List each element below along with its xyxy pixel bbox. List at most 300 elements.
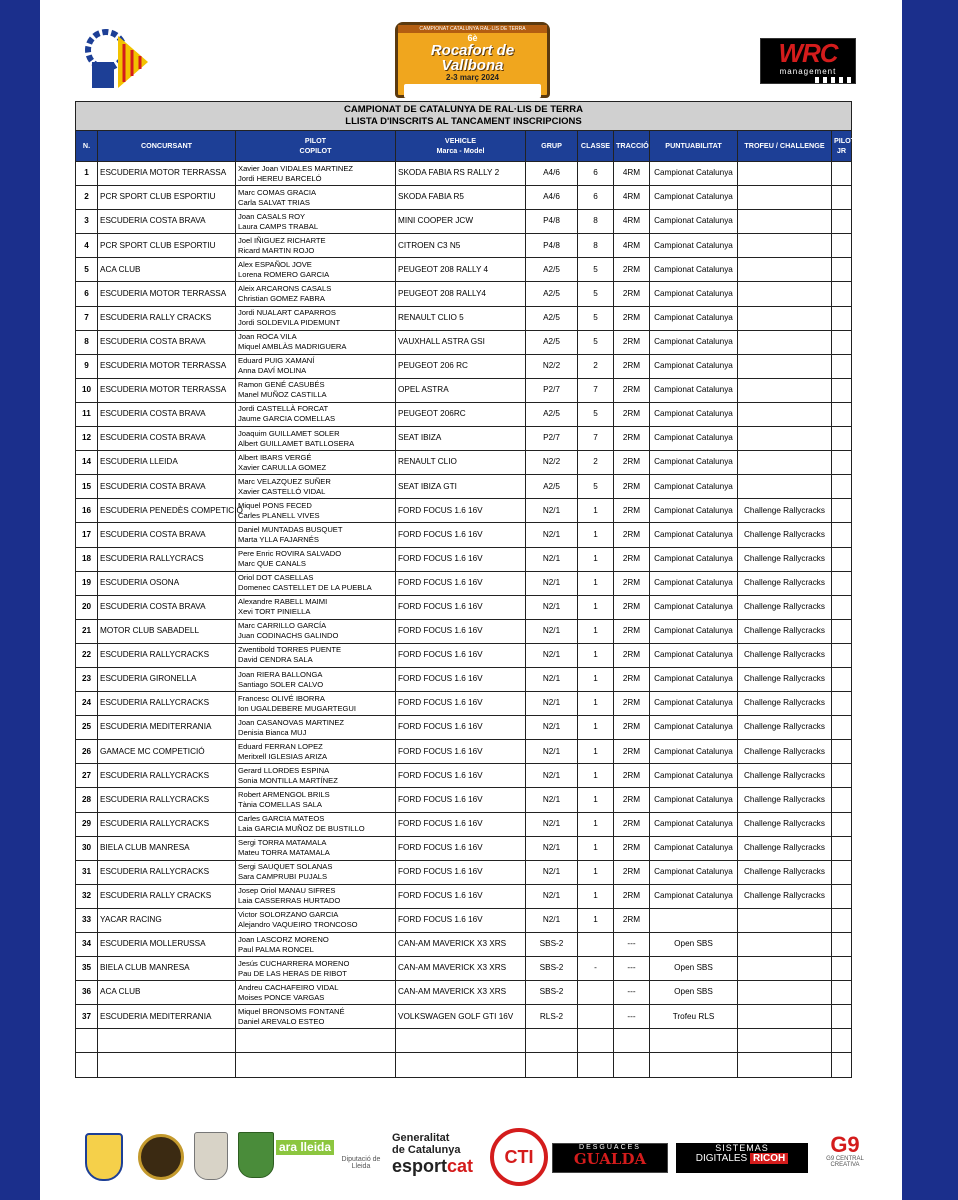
junior-cell <box>832 1005 852 1029</box>
drive-cell: 2RM <box>614 595 650 619</box>
tower-shield-logo <box>194 1132 228 1180</box>
group-cell: P2/7 <box>526 427 578 451</box>
vehicle-cell: RENAULT CLIO 5 <box>396 306 526 330</box>
pilot-name: Andreu CACHAFEIRO VIDAL <box>238 982 339 992</box>
entrant-cell: GAMACE MC COMPETICIÓ <box>98 740 236 764</box>
junior-cell <box>832 788 852 812</box>
pilot-name: Joan LASCORZ MORENO <box>238 934 329 944</box>
trophy-cell <box>738 186 832 210</box>
table-row <box>76 234 852 258</box>
class-cell: 2 <box>578 451 614 475</box>
crew-cell <box>236 354 396 378</box>
junior-cell <box>832 378 852 402</box>
points-cell: Campionat Catalunya <box>650 667 738 691</box>
ricoh-digitales: DIGITALES <box>695 1153 748 1164</box>
trophy-cell: Challenge Rallycracks <box>738 764 832 788</box>
pilot-name: Joaquim GUILLAMET SOLER <box>238 428 340 438</box>
trophy-cell: Challenge Rallycracks <box>738 643 832 667</box>
copilot-name: David CENDRA SALA <box>238 655 313 665</box>
entrant-cell: ESCUDERIA RALLYCRACKS <box>98 764 236 788</box>
entrant-cell: ESCUDERIA COSTA BRAVA <box>98 475 236 499</box>
pilot-name: Alex ESPAÑOL JOVE <box>238 259 312 269</box>
class-cell: 1 <box>578 692 614 716</box>
copilot-name: Jordi SOLDEVILA PIDEMUNT <box>238 318 341 328</box>
pilot-name: Sergi SAUQUET SOLANAS <box>238 862 333 872</box>
header-pilot: PILOT <box>304 136 327 145</box>
pilot-name: Joan ROCA VILA <box>238 332 297 342</box>
table-row <box>76 957 852 981</box>
points-cell: Campionat Catalunya <box>650 595 738 619</box>
drive-cell: 2RM <box>614 643 650 667</box>
copilot-name: Marta YLLA FAJARNÉS <box>238 534 319 544</box>
vehicle-cell: SKODA FABIA RS RALLY 2 <box>396 162 526 186</box>
table-row <box>76 595 852 619</box>
diputacio-text: Diputació de Lleida <box>341 1156 381 1170</box>
copilot-name: Albert GUILLAMET BATLLOSERA <box>238 438 355 448</box>
entry-number: 35 <box>76 957 98 981</box>
table-row <box>76 162 852 186</box>
points-cell: Campionat Catalunya <box>650 378 738 402</box>
crew-cell <box>236 402 396 426</box>
group-cell: N2/1 <box>526 884 578 908</box>
rally-name: Rocafort de Vallbona <box>430 42 515 74</box>
header-vehicle-label: VEHICLE <box>444 136 477 145</box>
class-cell: - <box>578 957 614 981</box>
junior-cell <box>832 836 852 860</box>
points-cell: Campionat Catalunya <box>650 210 738 234</box>
group-cell: N2/1 <box>526 692 578 716</box>
junior-cell <box>832 234 852 258</box>
ricoh-brand: RICOH <box>750 1153 788 1164</box>
vehicle-cell: VOLKSWAGEN GOLF GTI 16V <box>396 1005 526 1029</box>
entry-number <box>76 1029 98 1053</box>
header-concursant: CONCURSANT <box>98 131 236 162</box>
crew-cell <box>236 475 396 499</box>
class-cell: 1 <box>578 812 614 836</box>
drive-cell: 4RM <box>614 162 650 186</box>
g9-sub-text: G9 CENTRAL CREATIVA <box>826 1156 864 1168</box>
entrant-cell: ESCUDERIA COSTA BRAVA <box>98 523 236 547</box>
drive-cell: 2RM <box>614 788 650 812</box>
points-cell: Open SBS <box>650 933 738 957</box>
vehicle-cell: SEAT IBIZA <box>396 427 526 451</box>
trophy-cell <box>738 1029 832 1053</box>
crew-cell <box>236 1005 396 1029</box>
vehicle-cell: PEUGEOT 206RC <box>396 402 526 426</box>
drive-cell: 2RM <box>614 451 650 475</box>
junior-cell <box>832 499 852 523</box>
table-row <box>76 836 852 860</box>
crew-cell <box>236 499 396 523</box>
copilot-name: Denisia Bianca MUJ <box>238 727 307 737</box>
entry-number: 33 <box>76 908 98 932</box>
class-cell: 1 <box>578 595 614 619</box>
pilot-name: Carles GARCIA MATEOS <box>238 814 325 824</box>
crew-cell <box>236 884 396 908</box>
town-shield-logo <box>85 1133 123 1181</box>
crew-cell <box>236 186 396 210</box>
class-cell: 1 <box>578 571 614 595</box>
group-cell: A2/5 <box>526 258 578 282</box>
crew-cell <box>236 1029 396 1053</box>
copilot-name: Alejandro VAQUEIRO TRONCOSO <box>238 920 358 930</box>
table-row <box>76 330 852 354</box>
club-coin-logo <box>138 1134 184 1180</box>
points-cell: Campionat Catalunya <box>650 306 738 330</box>
entrant-cell: ESCUDERIA MOLLERUSSA <box>98 933 236 957</box>
points-cell: Campionat Catalunya <box>650 812 738 836</box>
junior-cell <box>832 667 852 691</box>
entrant-cell: ESCUDERIA MEDITERRANIA <box>98 1005 236 1029</box>
group-cell: N2/1 <box>526 643 578 667</box>
table-row <box>76 716 852 740</box>
entrant-cell: ESCUDERIA OSONA <box>98 571 236 595</box>
crew-cell <box>236 427 396 451</box>
table-row <box>76 210 852 234</box>
points-cell: Campionat Catalunya <box>650 619 738 643</box>
points-cell: Campionat Catalunya <box>650 186 738 210</box>
entrant-cell: ESCUDERIA PENEDÈS COMPETICIÓ <box>98 499 236 523</box>
drive-cell: 4RM <box>614 210 650 234</box>
crew-cell <box>236 716 396 740</box>
pilot-name: Jordi CASTELLÀ FORCAT <box>238 404 329 414</box>
table-title-line1: CAMPIONAT DE CATALUNYA DE RAL·LIS DE TERRA <box>344 104 583 115</box>
group-cell <box>526 1053 578 1077</box>
vehicle-cell: FORD FOCUS 1.6 16V <box>396 692 526 716</box>
copilot-name: Daniel AREVALO ESTEO <box>238 1016 325 1026</box>
junior-cell <box>832 740 852 764</box>
ara-lleida-text: ara lleida <box>276 1140 334 1155</box>
points-cell: Campionat Catalunya <box>650 884 738 908</box>
drive-cell: 2RM <box>614 692 650 716</box>
crew-cell <box>236 740 396 764</box>
trophy-cell <box>738 162 832 186</box>
points-cell: Campionat Catalunya <box>650 354 738 378</box>
copilot-name: Manel MUÑOZ CASTILLA <box>238 390 327 400</box>
crew-cell <box>236 595 396 619</box>
junior-cell <box>832 981 852 1005</box>
entry-number: 14 <box>76 451 98 475</box>
entry-number: 5 <box>76 258 98 282</box>
table-row <box>76 282 852 306</box>
points-cell: Campionat Catalunya <box>650 764 738 788</box>
drive-cell: 2RM <box>614 499 650 523</box>
copilot-name: Domenec CASTELLET DE LA PUEBLA <box>238 583 372 593</box>
class-cell: 8 <box>578 210 614 234</box>
group-cell: N2/1 <box>526 619 578 643</box>
junior-cell <box>832 162 852 186</box>
entry-number: 30 <box>76 836 98 860</box>
generalitat-line1: Generalitat <box>392 1132 450 1144</box>
junior-cell <box>832 692 852 716</box>
junior-cell <box>832 571 852 595</box>
copilot-name: Paul PALMA RONCEL <box>238 944 314 954</box>
class-cell: 7 <box>578 427 614 451</box>
drive-cell: 2RM <box>614 667 650 691</box>
group-cell: N2/1 <box>526 788 578 812</box>
drive-cell: 2RM <box>614 812 650 836</box>
entrant-cell: ACA CLUB <box>98 258 236 282</box>
copilot-name: Miquel AMBLÀS MADRIGUERA <box>238 342 347 352</box>
drive-cell: 2RM <box>614 860 650 884</box>
points-cell: Campionat Catalunya <box>650 836 738 860</box>
table-row <box>76 378 852 402</box>
group-cell: SBS-2 <box>526 933 578 957</box>
pilot-name: Eduard PUIG XAMANÍ <box>238 356 315 366</box>
drive-cell: 2RM <box>614 884 650 908</box>
entry-number: 15 <box>76 475 98 499</box>
crew-cell <box>236 162 396 186</box>
entrant-cell: PCR SPORT CLUB ESPORTIU <box>98 234 236 258</box>
vehicle-cell: RENAULT CLIO <box>396 451 526 475</box>
crew-cell <box>236 860 396 884</box>
g9-text: G9 <box>830 1132 860 1157</box>
points-cell: Campionat Catalunya <box>650 451 738 475</box>
group-cell: N2/1 <box>526 716 578 740</box>
table-row <box>76 1005 852 1029</box>
crew-cell <box>236 788 396 812</box>
drive-cell: 2RM <box>614 330 650 354</box>
entry-number: 24 <box>76 692 98 716</box>
rally-edition: 6è <box>467 33 478 43</box>
header-traccio: TRACCIÓ <box>614 131 650 162</box>
drive-cell: 2RM <box>614 402 650 426</box>
drive-cell: 2RM <box>614 354 650 378</box>
group-cell: N2/1 <box>526 764 578 788</box>
wrc-logo-text: WRC <box>778 38 838 68</box>
class-cell: 2 <box>578 354 614 378</box>
pilot-name: Aleix ARCARONS CASALS <box>238 284 332 294</box>
vehicle-cell: FORD FOCUS 1.6 16V <box>396 499 526 523</box>
table-row <box>76 884 852 908</box>
entry-number: 21 <box>76 619 98 643</box>
entry-number: 11 <box>76 402 98 426</box>
copilot-name: Moises PONCE VARGAS <box>238 992 325 1002</box>
header-marca-model: Marca - Model <box>436 146 485 155</box>
junior-cell <box>832 884 852 908</box>
document-sheet <box>40 0 902 1200</box>
entry-number: 10 <box>76 378 98 402</box>
vehicle-cell: CAN-AM MAVERICK X3 XRS <box>396 957 526 981</box>
vehicle-cell: OPEL ASTRA <box>396 378 526 402</box>
table-row <box>76 402 852 426</box>
vehicle-cell: PEUGEOT 208 RALLY 4 <box>396 258 526 282</box>
copilot-name: Christian GOMEZ FABRA <box>238 294 325 304</box>
rally-championship: CAMPIONAT CATALUNYA RAL·LIS DE TERRA <box>398 25 547 33</box>
header-trofeu: TROFEU / CHALLENGE <box>738 131 832 162</box>
group-cell: A2/5 <box>526 402 578 426</box>
crew-cell <box>236 547 396 571</box>
group-cell: N2/1 <box>526 571 578 595</box>
vehicle-cell: FORD FOCUS 1.6 16V <box>396 836 526 860</box>
points-cell: Campionat Catalunya <box>650 643 738 667</box>
vehicle-cell: FORD FOCUS 1.6 16V <box>396 595 526 619</box>
drive-cell: 4RM <box>614 186 650 210</box>
junior-cell <box>832 957 852 981</box>
vehicle-cell: MINI COOPER JCW <box>396 210 526 234</box>
vehicle-cell: FORD FOCUS 1.6 16V <box>396 812 526 836</box>
crew-cell <box>236 836 396 860</box>
trophy-cell <box>738 1053 832 1077</box>
vehicle-cell: FORD FOCUS 1.6 16V <box>396 860 526 884</box>
copilot-name: Laia CASSERRAS HURTADO <box>238 896 341 906</box>
table-row <box>76 643 852 667</box>
points-cell: Open SBS <box>650 957 738 981</box>
points-cell: Campionat Catalunya <box>650 860 738 884</box>
entry-number: 34 <box>76 933 98 957</box>
table-row <box>76 258 852 282</box>
table-title-line2: LLISTA D'INSCRITS AL TANCAMENT INSCRIPCIONS <box>345 116 582 127</box>
esport-text: esport <box>392 1156 448 1176</box>
entrant-cell: ESCUDERIA RALLYCRACKS <box>98 812 236 836</box>
group-cell: N2/1 <box>526 667 578 691</box>
pilot-name: Ramon GENÉ CASUBÉS <box>238 380 325 390</box>
vehicle-cell: FORD FOCUS 1.6 16V <box>396 740 526 764</box>
pilot-name: Oriol DOT CASELLAS <box>238 573 314 583</box>
group-cell: A2/5 <box>526 282 578 306</box>
copilot-name: Xavier CASTELLÓ VIDAL <box>238 486 326 496</box>
junior-cell <box>832 595 852 619</box>
entry-number: 25 <box>76 716 98 740</box>
drive-cell: 2RM <box>614 427 650 451</box>
entrant-cell: ESCUDERIA COSTA BRAVA <box>98 210 236 234</box>
crew-cell <box>236 981 396 1005</box>
entry-number: 1 <box>76 162 98 186</box>
junior-cell <box>832 258 852 282</box>
entrant-cell: PCR SPORT CLUB ESPORTIU <box>98 186 236 210</box>
class-cell: 1 <box>578 716 614 740</box>
junior-cell <box>832 764 852 788</box>
header-pilot-jr-2: JR <box>836 146 847 155</box>
entry-number: 19 <box>76 571 98 595</box>
table-row <box>76 981 852 1005</box>
drive-cell <box>614 1053 650 1077</box>
crew-cell <box>236 451 396 475</box>
points-cell: Campionat Catalunya <box>650 427 738 451</box>
class-cell: 5 <box>578 282 614 306</box>
entry-number: 37 <box>76 1005 98 1029</box>
trophy-cell: Challenge Rallycracks <box>738 619 832 643</box>
header-pilot-copilot <box>236 131 396 162</box>
junior-cell <box>832 451 852 475</box>
group-cell: A2/5 <box>526 475 578 499</box>
junior-cell <box>832 330 852 354</box>
drive-cell: 2RM <box>614 547 650 571</box>
points-cell: Trofeu RLS <box>650 1005 738 1029</box>
junior-cell <box>832 427 852 451</box>
copilot-name: Santiago SOLER CALVO <box>238 679 324 689</box>
rally-sponsor-strip <box>404 84 541 98</box>
entry-number <box>76 1053 98 1077</box>
group-cell: SBS-2 <box>526 957 578 981</box>
drive-cell: 2RM <box>614 258 650 282</box>
vehicle-cell: FORD FOCUS 1.6 16V <box>396 716 526 740</box>
copilot-name: Sara CAMPRUBI PUJALS <box>238 872 328 882</box>
group-cell: N2/1 <box>526 860 578 884</box>
pilot-name: Marc COMAS GRACIA <box>238 187 317 197</box>
class-cell: 1 <box>578 619 614 643</box>
trophy-cell <box>738 475 832 499</box>
junior-cell <box>832 908 852 932</box>
class-cell: 1 <box>578 523 614 547</box>
drive-cell: 2RM <box>614 475 650 499</box>
group-cell: N2/1 <box>526 812 578 836</box>
pilot-name: Robert ARMENGOL BRILS <box>238 789 330 799</box>
class-cell: 6 <box>578 162 614 186</box>
class-cell: 1 <box>578 764 614 788</box>
junior-cell <box>832 619 852 643</box>
copilot-name: Jaume GARCIA COMELLAS <box>238 414 336 424</box>
entrant-cell: ESCUDERIA MOTOR TERRASSA <box>98 162 236 186</box>
class-cell <box>578 1005 614 1029</box>
trophy-cell <box>738 402 832 426</box>
drive-cell: --- <box>614 957 650 981</box>
entrant-cell: BIELA CLUB MANRESA <box>98 957 236 981</box>
trophy-cell <box>738 957 832 981</box>
group-cell: SBS-2 <box>526 981 578 1005</box>
trophy-cell: Challenge Rallycracks <box>738 499 832 523</box>
class-cell: 1 <box>578 547 614 571</box>
entrant-cell: ESCUDERIA RALLYCRACKS <box>98 643 236 667</box>
junior-cell <box>832 186 852 210</box>
table-row <box>76 571 852 595</box>
class-cell: 5 <box>578 330 614 354</box>
crew-cell <box>236 258 396 282</box>
entrant-cell: ESCUDERIA COSTA BRAVA <box>98 427 236 451</box>
class-cell: 1 <box>578 836 614 860</box>
pilot-name: Daniel MUNTADAS BUSQUET <box>238 524 343 534</box>
entry-number: 36 <box>76 981 98 1005</box>
copilot-name: Pau DE LAS HERAS DE RIBOT <box>238 968 347 978</box>
copilot-name: Marc QUE CANALS <box>238 559 306 569</box>
copilot-name: Laura CAMPS TRABAL <box>238 221 319 231</box>
pilot-name: Marc CARRILLO GARCÍA <box>238 621 327 631</box>
diputacio-lleida-logo <box>332 1156 390 1170</box>
group-cell: N2/2 <box>526 451 578 475</box>
trophy-cell <box>738 330 832 354</box>
class-cell <box>578 933 614 957</box>
junior-cell <box>832 354 852 378</box>
generalitat-esportcat-logo <box>392 1132 492 1177</box>
crew-cell <box>236 306 396 330</box>
pilot-name: Miquel PONS FECED <box>238 500 312 510</box>
crew-cell <box>236 643 396 667</box>
drive-cell: 2RM <box>614 716 650 740</box>
pilot-name: Victor SOLORZANO GARCIA <box>238 910 339 920</box>
junior-cell <box>832 716 852 740</box>
copilot-name: Ion UGALDEBERE MUGARTEGUI <box>238 703 357 713</box>
group-cell: N2/1 <box>526 523 578 547</box>
copilot-name: Jordi HEREU BARCELÓ <box>238 173 322 183</box>
generalitat-line2: de Catalunya <box>392 1144 461 1156</box>
group-cell: P2/7 <box>526 378 578 402</box>
pilot-name: Joan CASALS ROY <box>238 211 306 221</box>
entry-number: 31 <box>76 860 98 884</box>
trophy-cell <box>738 210 832 234</box>
group-cell: N2/1 <box>526 499 578 523</box>
pilot-name: Albert IBARS VERGÉ <box>238 452 312 462</box>
entry-number: 6 <box>76 282 98 306</box>
group-cell: P4/8 <box>526 234 578 258</box>
entry-number: 26 <box>76 740 98 764</box>
checkered-flag-icon <box>815 77 855 83</box>
points-cell: Campionat Catalunya <box>650 571 738 595</box>
points-cell: Campionat Catalunya <box>650 402 738 426</box>
crew-cell <box>236 210 396 234</box>
ricoh-line2 <box>676 1153 808 1164</box>
group-cell: N2/1 <box>526 836 578 860</box>
class-cell: 1 <box>578 740 614 764</box>
